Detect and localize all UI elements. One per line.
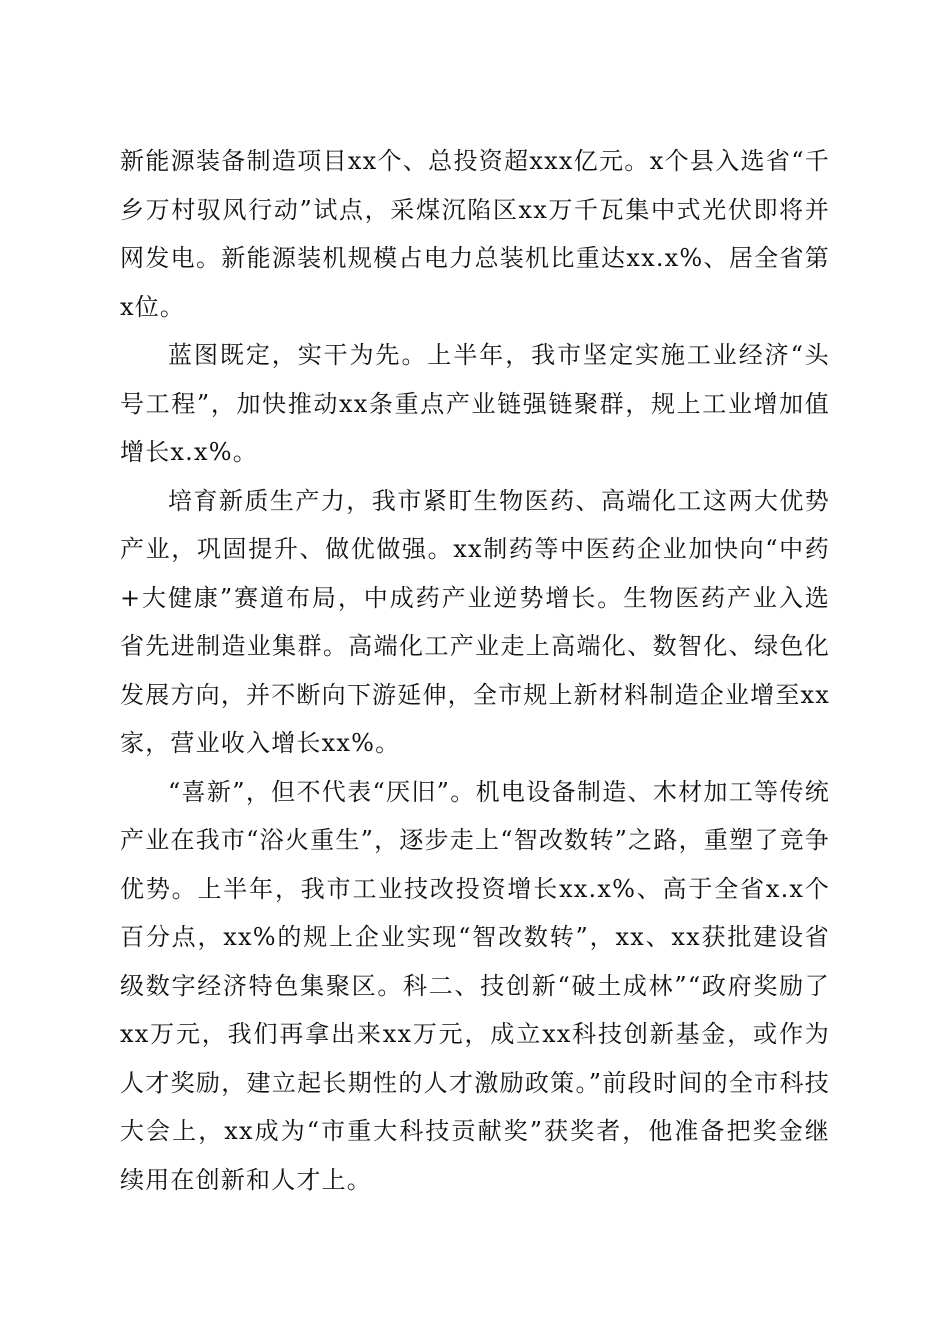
document-body	[120, 137, 830, 1204]
paragraph-productivity: 培育新质生产力，我市紧盯生物医药、高端化工这两大优势产业，巩固提升、做优做强。xx制药等中医药企业加快向“中药+大健康”赛道布局，中成药产业逆势增长。生物医药产业入选省先进制造业集群。高端化工产业走上高端化、数智化、绿色化发展方向，并不断向下游延伸，全市规上新材料制造企业增至xx家，营业收入增长xx%。	[120, 486, 830, 757]
paragraph-continued: 新能源装备制造项目xx个、总投资超xxx亿元。x个县入选省“千乡万村驭风行动”试点，采煤沉陷区xx万千瓦集中式光伏即将并网发电。新能源装机规模占电力总装机比重达xx.x%、居全省第x位。	[120, 147, 830, 321]
paragraph-traditional-industry: “喜新”，但不代表“厌旧”。机电设备制造、木材加工等传统产业在我市“浴火重生”，逐步走上“智改数转”之路，重塑了竞争优势。上半年，我市工业技改投资增长xx.x%、高于全省x.x个百分点，xx%的规上企业实现“智改数转”，xx、xx获批建设省级数字经济特色集聚区。科二、技创新“破土成林”“政府奖励了xx万元，我们再拿出来xx万元，成立xx科技创新基金，或作为人才奖励，建立起长期性的人才激励政策。”前段时间的全市科技大会上，xx成为“市重大科技贡献奖”获奖者，他准备把奖金继续用在创新和人才上。	[120, 777, 830, 1194]
paragraph-blueprint: 蓝图既定，实干为先。上半年，我市坚定实施工业经济“头号工程”，加快推动xx条重点产业链强链聚群，规上工业增加值增长x.x%。	[120, 341, 830, 466]
